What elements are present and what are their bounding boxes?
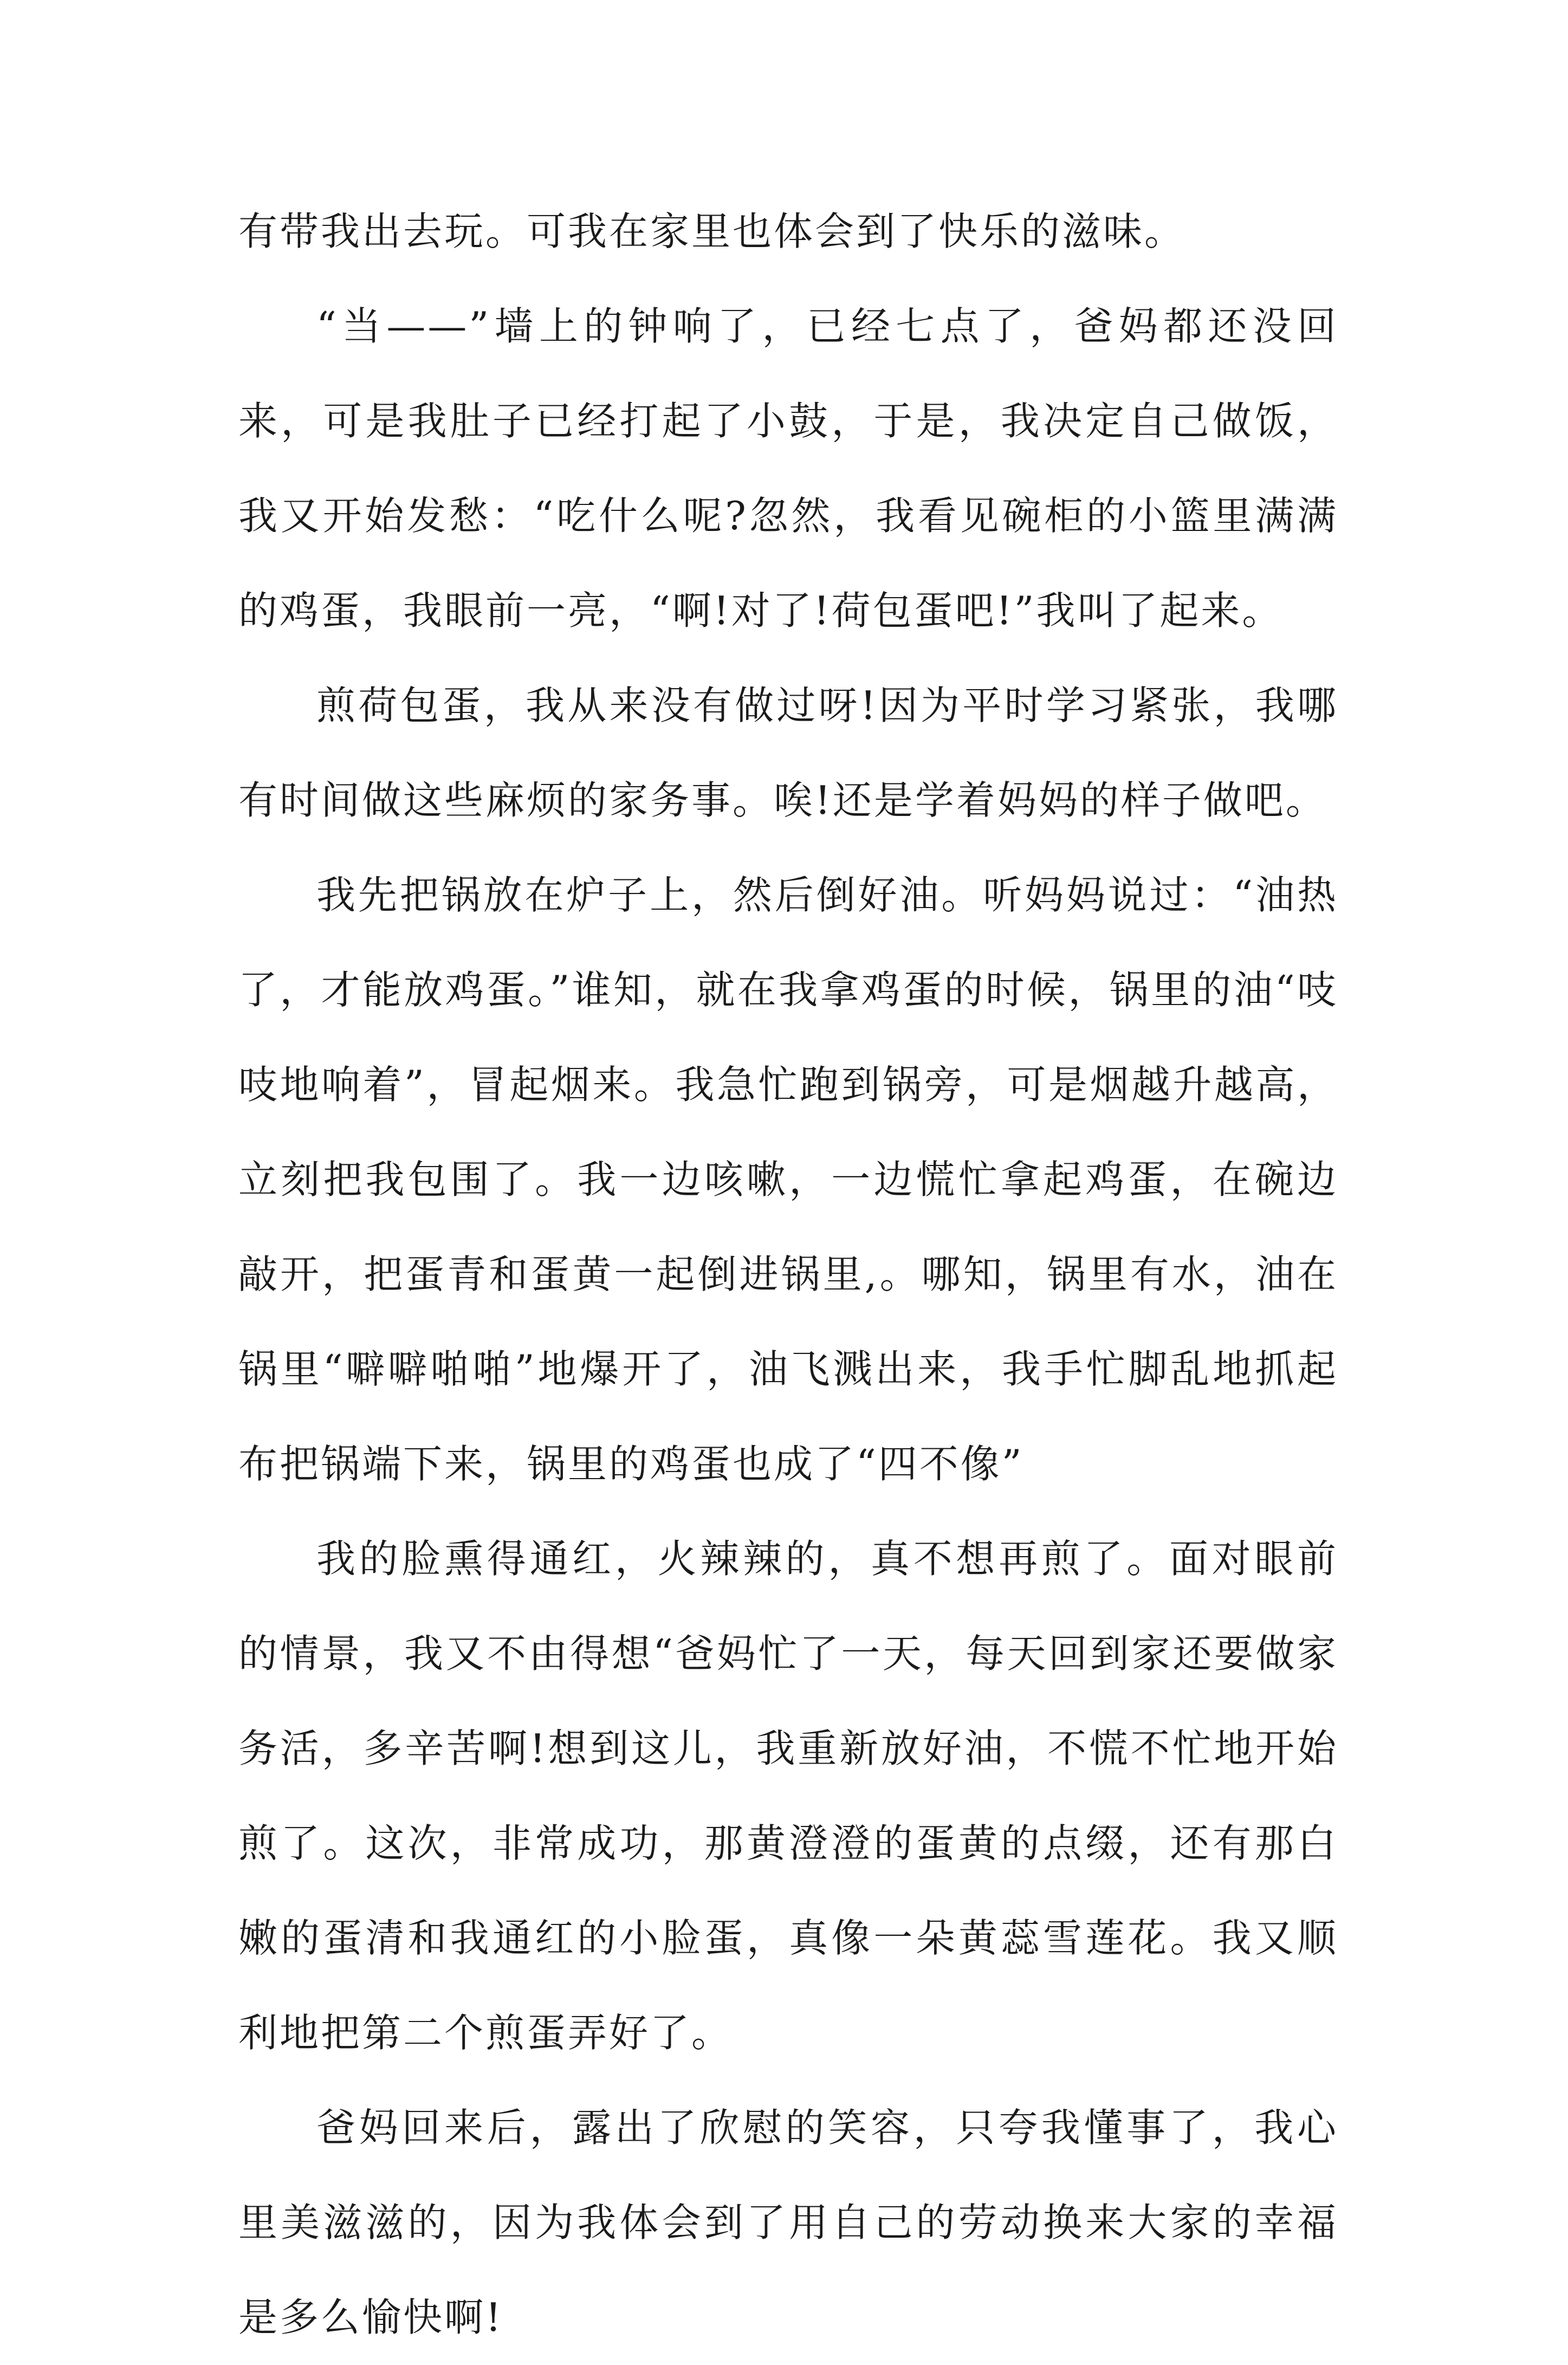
paragraph: “当——”墙上的钟响了，已经七点了，爸妈都还没回来，可是我肚子已经打起了小鼓，于是，我决定自己做饭，我又开始发愁：“吃什么呢?忽然，我看见碗柜的小篮里满满的鸡蛋，我眼前一亮，“啊!对了!荷包蛋吧!”我叫了起来。: [238, 303, 1338, 633]
paragraph: 我的脸熏得通红，火辣辣的，真不想再煎了。面对眼前的情景，我又不由得想“爸妈忙了一天，每天回到家还要做家务活，多辛苦啊!想到这儿，我重新放好油，不慌不忙地开始煎了。这次，非常成功，那黄澄澄的蛋黄的点缀，还有那白嫩的蛋清和我通红的小脸蛋，真像一朵黄蕊雪莲花。我又顺利地把第二个煎蛋弄好了。: [238, 1536, 1338, 2056]
paragraph: 爸妈回来后，露出了欣慰的笑容，只夸我懂事了，我心里美滋滋的，因为我体会到了用自己的劳动换来大家的幸福是多么愉快啊!: [238, 2105, 1338, 2340]
paragraph: 煎荷包蛋，我从来没有做过呀!因为平时学习紧张，我哪有时间做这些麻烦的家务事。唉!还是学着妈妈的样子做吧。: [238, 683, 1338, 823]
essay-body: [238, 184, 1338, 2365]
paragraph: 我先把锅放在炉子上，然后倒好油。听妈妈说过：“油热了，才能放鸡蛋。”谁知，就在我拿鸡蛋的时候，锅里的油“吱吱地响着”，冒起烟来。我急忙跑到锅旁，可是烟越升越高，立刻把我包围了。我一边咳嗽，一边慌忙拿起鸡蛋，在碗边敲开，把蛋青和蛋黄一起倒进锅里,。哪知，锅里有水，油在锅里“噼噼啪啪”地爆开了，油飞溅出来，我手忙脚乱地抓起布把锅端下来，锅里的鸡蛋也成了“四不像”: [238, 872, 1338, 1487]
paragraph-continued: 有带我出去玩。可我在家里也体会到了快乐的滋味。: [238, 209, 1186, 254]
